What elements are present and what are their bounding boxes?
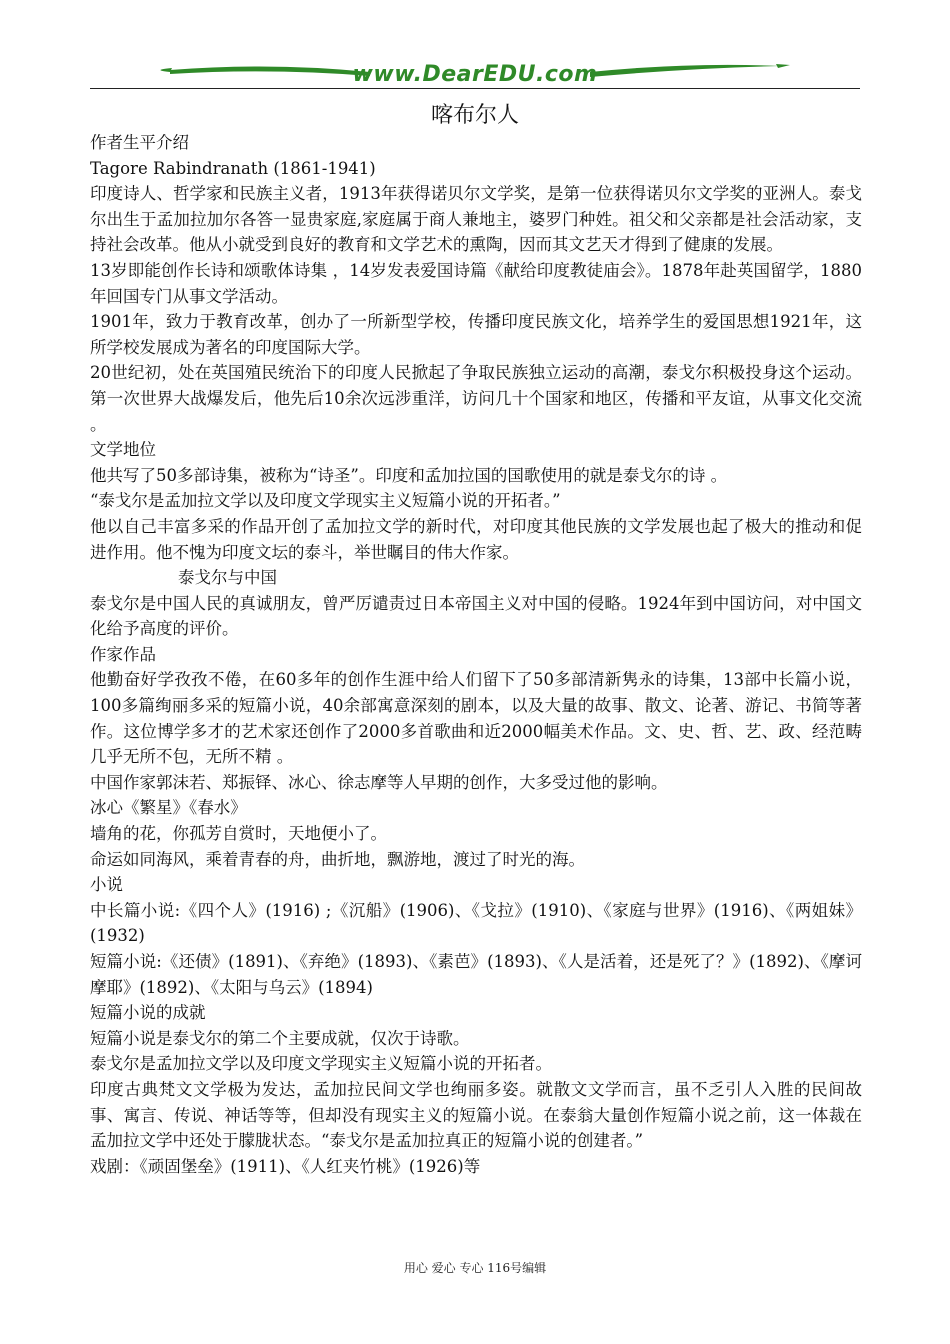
paragraph: 印度诗人、哲学家和民族主义者，1913年获得诺贝尔文学奖，是第一位获得诺贝尔文学奖的亚洲人。泰戈尔出生于孟加拉加尔各答一显贵家庭,家庭属于商人兼地主，婆罗门种姓。祖父和父亲都是社会活动家，支持社会改革。他从小就受到良好的教育和文学艺术的熏陶，因而其文艺天才得到了健康的发展。 <box>90 184 862 255</box>
paragraph: 中长篇小说:《四个人》(1916) ;《沉船》(1906)、《戈拉》(1910)、《家庭与世界》(1916)、《两姐妹》 (1932) <box>90 900 862 946</box>
page-title: 喀布尔人 <box>430 103 519 128</box>
paragraph: 20世纪初，处在英国殖民统治下的印度人民掀起了争取民族独立运动的高潮，泰戈尔积极投身这个运动。第一次世界大战爆发后，他先后10余次远涉重洋，访问几十个国家和地区，传播和平友谊，从事文化交流 。 <box>90 363 862 434</box>
paragraph: 泰戈尔是孟加拉文学以及印度文学现实主义短篇小说的开拓者。 <box>90 1054 552 1074</box>
poem-line: 墙角的花，你孤芳自赏时，天地便小了。 <box>90 824 387 844</box>
poem-line: 命运如同海风，乘着青春的舟，曲折地，飘游地，渡过了时光的海。 <box>90 849 585 869</box>
header-rule <box>90 88 860 89</box>
site-header <box>90 58 860 92</box>
section-heading: 小说 <box>90 875 123 895</box>
section-heading: 冰心《繁星》《春水》 <box>90 798 247 818</box>
paragraph: 泰戈尔是中国人民的真诚朋友，曾严厉谴责过日本帝国主义对中国的侵略。1924年到中国访问，对中国文化给予高度的评价。 <box>90 593 862 639</box>
section-heading: 作者生平介绍 <box>90 133 189 152</box>
site-logo-text[interactable]: www.DearEDU.com <box>352 62 598 87</box>
paragraph: 他以自己丰富多采的作品开创了孟加拉文学的新时代，对印度其他民族的文学发展也起了极大的推动和促进作用。他不愧为印度文坛的泰斗，举世瞩目的伟大作家。 <box>90 516 862 562</box>
quote: “泰戈尔是孟加拉文学以及印度文学现实主义短篇小说的开拓者。” <box>90 491 561 511</box>
paragraph: 他勤奋好学孜孜不倦，在60多年的创作生涯中给人们留下了50多部清新隽永的诗集，13部中长篇小说，100多篇绚丽多采的短篇小说，40余部寓意深刻的剧本，以及大量的故事、散文、论著、游记、书简等著作。这位博学多才的艺术家还创作了2000多首歌曲和近2000幅美术作品。文、史、哲、艺、政、经范畴几乎无所不包，无所不精 。 <box>90 670 862 767</box>
section-heading: 泰戈尔与中国 <box>178 568 277 588</box>
paragraph: 印度古典梵文文学极为发达，孟加拉民间文学也绚丽多姿。就散文文学而言，虽不乏引人入胜的民间故事、寓言、传说、神话等等，但却没有现实主义的短篇小说。在泰翁大量创作短篇小说之前，这一体裁在孟加拉文学中还处于朦胧状态。“泰戈尔是孟加拉真正的短篇小说的创建者。” <box>90 1079 862 1151</box>
paragraph: 戏剧：《顽固堡垒》(1911)、《人红夹竹桃》(1926)等 <box>90 1156 481 1176</box>
paragraph: 短篇小说:《还债》(1891)、《弃绝》(1893)、《素芭》(1893)、《人是活着，还是死了？》(1892)、《摩诃摩耶》(1892)、《太阳与乌云》(1894) <box>90 952 862 997</box>
paragraph: 短篇小说是泰戈尔的第二个主要成就，仅次于诗歌。 <box>90 1028 470 1048</box>
section-heading: 文学地位 <box>90 440 156 460</box>
section-heading: 短篇小说的成就 <box>90 1003 206 1023</box>
page-footer: 用心 爱心 专心 116号编辑 <box>403 1261 547 1275</box>
paragraph: 中国作家郭沫若、郑振铎、冰心、徐志摩等人早期的创作，大多受过他的影响。 <box>90 772 668 792</box>
paragraph: 他共写了50多部诗集，被称为“诗圣”。印度和孟加拉国的国歌使用的就是泰戈尔的诗 。 <box>90 465 728 485</box>
paragraph: 1901年，致力于教育改革，创办了一所新型学校，传播印度民族文化，培养学生的爱国思想1921年，这所学校发展成为著名的印度国际大学。 <box>90 312 862 357</box>
section-heading: 作家作品 <box>90 644 156 664</box>
document-body <box>90 130 862 1179</box>
paragraph: 13岁即能创作长诗和颂歌体诗集 ，14岁发表爱国诗篇《献给印度教徒庙会》。1878年赴英国留学，1880年回国专门从事文学活动。 <box>90 260 862 306</box>
author-name: Tagore Rabindranath (1861-1941) <box>90 158 376 178</box>
